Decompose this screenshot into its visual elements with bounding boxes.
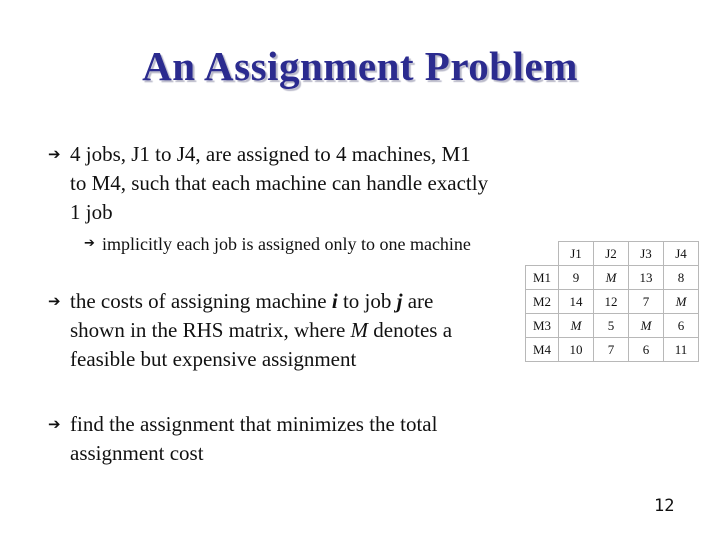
subbullet-implicit: [84, 232, 482, 256]
matrix-cell: 9: [559, 266, 594, 290]
subbullet-implicit-text: implicitly each job is assigned only to one machine: [102, 234, 471, 254]
bullet-find: [48, 410, 490, 468]
bullet-costs: [48, 287, 482, 374]
matrix-cell: 11: [664, 338, 699, 362]
matrix-cell: 5: [594, 314, 629, 338]
matrix-cell: 13: [629, 266, 664, 290]
matrix-cell: M: [559, 314, 594, 338]
matrix-cell: 10: [559, 338, 594, 362]
matrix-col-header: J4: [664, 242, 699, 266]
matrix-cell: 7: [629, 290, 664, 314]
matrix-row: [526, 266, 699, 290]
bullet-find-text: find the assignment that minimizes the total assignment cost: [70, 412, 438, 465]
matrix-corner: [526, 242, 559, 266]
arrow-bullet-icon: ➔: [48, 292, 61, 310]
matrix-cell: 8: [664, 266, 699, 290]
matrix-cell: 12: [594, 290, 629, 314]
matrix-col-header: J3: [629, 242, 664, 266]
matrix-cell: M: [664, 290, 699, 314]
matrix-cell: M: [594, 266, 629, 290]
matrix-cell: 7: [594, 338, 629, 362]
matrix-row-header: M2: [526, 290, 559, 314]
matrix-header-row: [526, 242, 699, 266]
arrow-bullet-icon: ➔: [48, 145, 61, 163]
matrix-row: [526, 290, 699, 314]
matrix-cell: 6: [664, 314, 699, 338]
bullet-costs-text-2: to job: [337, 289, 397, 313]
matrix-row-header: M4: [526, 338, 559, 362]
bullet-costs-text-4: denotes a feasible but expensive assignment: [70, 318, 453, 371]
matrix-row: [526, 338, 699, 362]
matrix-row: [526, 314, 699, 338]
matrix-col-header: J1: [559, 242, 594, 266]
cost-matrix: [525, 241, 699, 362]
bullet-jobs: [48, 140, 490, 227]
matrix-col-header: J2: [594, 242, 629, 266]
var-j: j: [396, 289, 403, 313]
var-i: i: [331, 289, 338, 313]
matrix-cell: 6: [629, 338, 664, 362]
slide-title: An Assignment Problem: [142, 43, 578, 89]
bullet-costs-text-3: are shown in the RHS matrix, where: [70, 289, 434, 342]
matrix-row-header: M1: [526, 266, 559, 290]
var-M: M: [350, 318, 369, 342]
bullet-costs-text-1: the costs of assigning machine: [70, 289, 332, 313]
arrow-bullet-icon: ➔: [48, 415, 61, 433]
bullet-jobs-text: 4 jobs, J1 to J4, are assigned to 4 machines, M1 to M4, such that each machine can handle exactly 1 job: [70, 142, 489, 224]
matrix-cell: 14: [559, 290, 594, 314]
arrow-bullet-icon: ➔: [84, 236, 95, 251]
matrix-cell: M: [629, 314, 664, 338]
page-number: 12: [654, 496, 675, 516]
matrix-row-header: M3: [526, 314, 559, 338]
